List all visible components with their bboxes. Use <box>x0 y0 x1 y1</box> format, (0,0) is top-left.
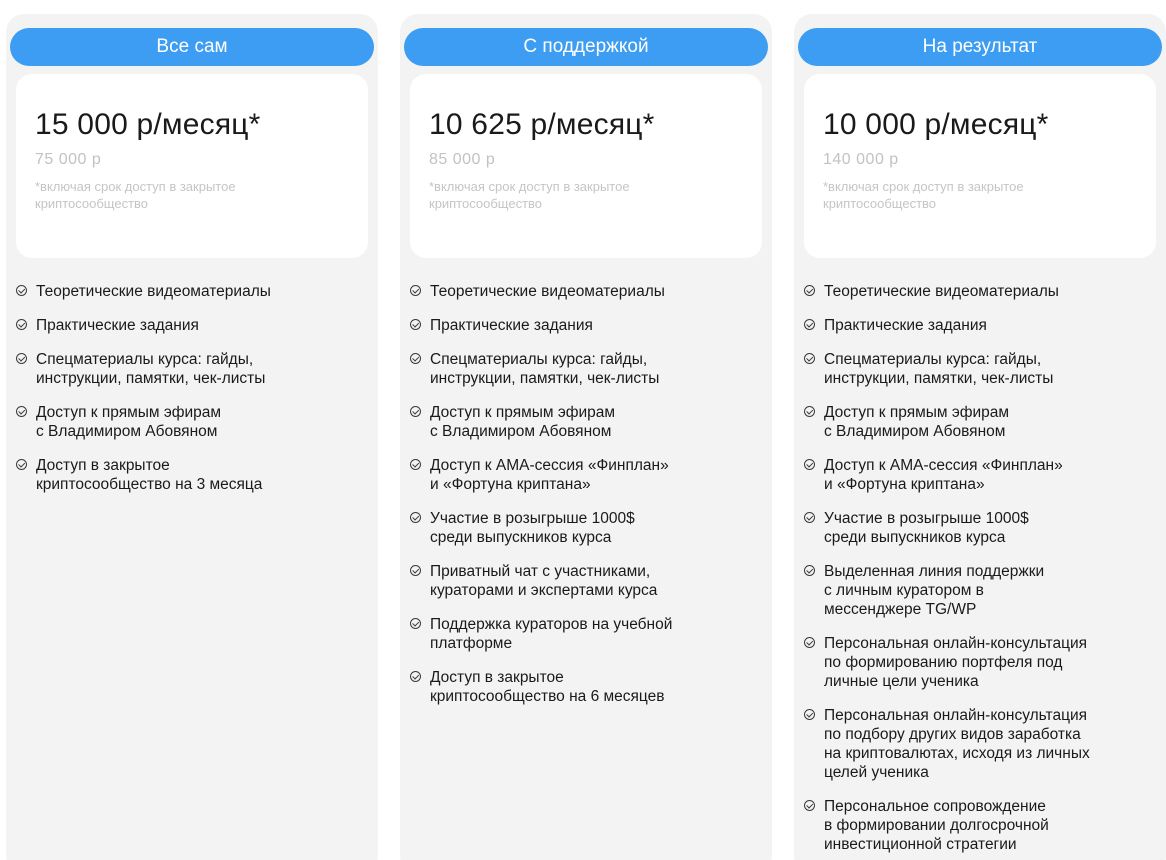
check-circle-icon <box>410 319 421 330</box>
check-circle-icon <box>804 285 815 296</box>
check-circle-icon <box>410 459 421 470</box>
feature-item <box>804 282 1154 301</box>
feature-item <box>410 282 760 301</box>
feature-item <box>16 403 366 441</box>
check-circle-icon <box>804 459 815 470</box>
check-circle-icon <box>410 406 421 417</box>
feature-text: Приватный чат с участниками, кураторами и экспертами курса <box>430 563 658 599</box>
check-circle-icon <box>16 353 27 364</box>
plan-price-note: *включая срок доступ в закрытое криптосообщество <box>429 179 630 211</box>
price-box <box>804 74 1156 258</box>
plan-old-price: 140 000 р <box>823 151 899 168</box>
feature-text: Участие в розыгрыше 1000$ среди выпускников курса <box>824 510 1029 546</box>
feature-item <box>16 456 366 494</box>
feature-item <box>410 316 760 335</box>
check-circle-icon <box>804 512 815 523</box>
feature-list <box>410 282 760 721</box>
feature-item <box>410 509 760 547</box>
feature-text: Персональное сопровождение в формировании долгосрочной инвестиционной стратегии <box>824 798 1049 853</box>
feature-item <box>410 615 760 653</box>
plan-tab-self[interactable]: Все сам <box>10 28 374 66</box>
check-circle-icon <box>804 353 815 364</box>
check-circle-icon <box>804 406 815 417</box>
check-circle-icon <box>410 512 421 523</box>
feature-text: Спецматериалы курса: гайды, инструкции, памятки, чек-листы <box>430 351 660 387</box>
check-circle-icon <box>410 285 421 296</box>
feature-text: Участие в розыгрыше 1000$ среди выпускников курса <box>430 510 635 546</box>
check-circle-icon <box>16 459 27 470</box>
plan-price-note: *включая срок доступ в закрытое криптосообщество <box>35 179 236 211</box>
check-circle-icon <box>410 671 421 682</box>
feature-item <box>804 797 1154 854</box>
feature-item <box>804 316 1154 335</box>
feature-item <box>804 706 1154 782</box>
check-circle-icon <box>804 319 815 330</box>
feature-item <box>804 350 1154 388</box>
feature-text: Спецматериалы курса: гайды, инструкции, памятки, чек-листы <box>36 351 266 387</box>
feature-text: Персональная онлайн-консультация по подбору других видов заработка на криптовалютах, исходя из личных целей ученика <box>824 707 1090 781</box>
check-circle-icon <box>410 353 421 364</box>
feature-list <box>804 282 1154 860</box>
plan-price: 15 000 р/месяц* <box>35 108 261 141</box>
feature-item <box>410 403 760 441</box>
feature-item <box>410 562 760 600</box>
check-circle-icon <box>804 565 815 576</box>
feature-item <box>804 509 1154 547</box>
feature-item <box>16 350 366 388</box>
feature-item <box>410 350 760 388</box>
plan-card-result <box>794 14 1166 860</box>
feature-text: Доступ в закрытое криптосообщество на 3 месяца <box>36 457 263 493</box>
feature-text: Доступ в закрытое криптосообщество на 6 месяцев <box>430 669 665 705</box>
feature-text: Теоретические видеоматериалы <box>824 283 1059 300</box>
feature-text: Доступ к прямым эфирам с Владимиром Абовяном <box>824 404 1010 440</box>
check-circle-icon <box>410 565 421 576</box>
feature-text: Практические задания <box>36 317 199 334</box>
feature-text: Теоретические видеоматериалы <box>36 283 271 300</box>
feature-item <box>16 282 366 301</box>
feature-text: Спецматериалы курса: гайды, инструкции, памятки, чек-листы <box>824 351 1054 387</box>
feature-text: Теоретические видеоматериалы <box>430 283 665 300</box>
check-circle-icon <box>16 319 27 330</box>
plan-price: 10 625 р/месяц* <box>429 108 655 141</box>
check-circle-icon <box>16 285 27 296</box>
plan-tab-support[interactable]: С поддержкой <box>404 28 768 66</box>
feature-text: Доступ к AMA-сессия «Финплан» и «Фортуна криптана» <box>430 457 669 493</box>
feature-text: Практические задания <box>824 317 987 334</box>
plan-tab-result[interactable]: На результат <box>798 28 1162 66</box>
feature-text: Поддержка кураторов на учебной платформе <box>430 616 673 652</box>
plan-price-note: *включая срок доступ в закрытое криптосообщество <box>823 179 1024 211</box>
check-circle-icon <box>804 709 815 720</box>
check-circle-icon <box>410 618 421 629</box>
plan-card-self <box>6 14 378 860</box>
feature-item <box>804 562 1154 619</box>
feature-item <box>804 456 1154 494</box>
feature-item <box>410 456 760 494</box>
plan-price: 10 000 р/месяц* <box>823 108 1049 141</box>
feature-text: Доступ к AMA-сессия «Финплан» и «Фортуна криптана» <box>824 457 1063 493</box>
feature-text: Практические задания <box>430 317 593 334</box>
feature-item <box>804 634 1154 691</box>
feature-text: Персональная онлайн-консультация по формированию портфеля под личные цели ученика <box>824 635 1088 690</box>
plan-old-price: 85 000 р <box>429 151 496 168</box>
feature-text: Доступ к прямым эфирам с Владимиром Абовяном <box>430 404 616 440</box>
check-circle-icon <box>804 800 815 811</box>
feature-item <box>804 403 1154 441</box>
feature-text: Доступ к прямым эфирам с Владимиром Абовяном <box>36 404 222 440</box>
plan-old-price: 75 000 р <box>35 151 102 168</box>
feature-text: Выделенная линия поддержки с личным куратором в мессенджере TG/WP <box>824 563 1045 618</box>
feature-list <box>16 282 366 509</box>
check-circle-icon <box>16 406 27 417</box>
plan-card-support <box>400 14 772 860</box>
price-box <box>410 74 762 258</box>
price-box <box>16 74 368 258</box>
check-circle-icon <box>804 637 815 648</box>
feature-item <box>410 668 760 706</box>
feature-item <box>16 316 366 335</box>
